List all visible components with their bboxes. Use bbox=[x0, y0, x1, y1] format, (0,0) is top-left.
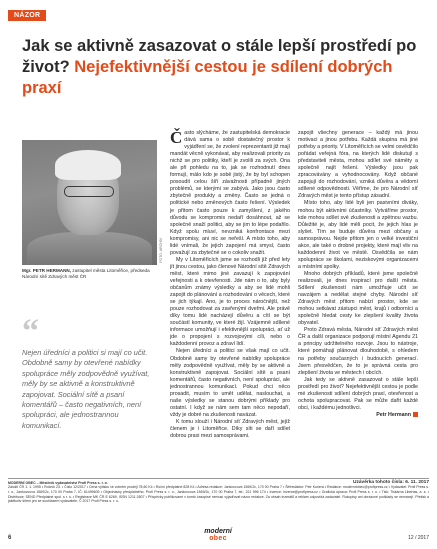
paragraph: K tomu slouží i Národní síť Zdravých měst, jejíž členem je i Litoměřice. Díky síti se daří sdílet dobrou praxi mezi samosprávami. bbox=[170, 418, 290, 440]
caption-text: zastupitel města Litoměřice, předseda Národní sítě Zdravých měst ČR bbox=[22, 268, 150, 280]
imprint bbox=[8, 478, 429, 504]
article-column-1 bbox=[170, 130, 290, 440]
headline-accent: Nejefektivnější cestou je sdílení dobrých praxí bbox=[22, 58, 393, 97]
magazine-logo bbox=[198, 528, 238, 542]
article-column-2 bbox=[298, 130, 418, 419]
page-number: 6 bbox=[8, 535, 12, 541]
paragraph-text: asto slýcháme, že zastupitelská demokracie dává sama o sobě dostatečný prostor k vyjádření se, že zvolení reprezentanti již mají mandát věcně vykonávat, aby realizovali priority za nichž se pro politiky, kteří je zvolili za svých. Ona ale při pohledu na to, jak se rozhodnutí dnes formují, málo kdo je sobě jistý, že by byl schopen posoudit celou šíři závažnosti případně jiných problémů, se kterými se zabývá. Jako jsou často zbytečně produkty a změny. Často se jedná o politické nebo změnových často řešení. Výsledek je přitom často pouze k zamyšlení, z jakého důvodu se kompromis nedaří dosáhnout, až se společně snaží politici, aby se jim to lépe podařilo. Když spolu mluví, nevzniká konfrontace mezi kompromisy, ani nic se neřeší. A místo toho, aby lidé vnímali, že jejich zapojení má smysl, často považují za zbytečné se o cokoliv snažit. bbox=[170, 130, 290, 256]
paragraph: zapojit všechny generace – každý má jinou motivaci a jinou potřebu. Každá skupina má jiné potřeby a priority. V Litoměřicích se velmi osvědčilo pořádat veřejná fóra, na kterých lidé diskutují s představiteli města, mohou sdílet své náměty a společně najít řešení. Výsledky jsou pak zpracovávány a vyhodnocovány. Když občané zapojují do rozhodování, vzniká důvěra a vědomí sdílené odpovědnosti. Věříme, že pro Národní síť Zdravých měst je tento přístup zásadní. bbox=[298, 130, 419, 200]
paragraph: My v Litoměřicích jsme se rozhodli již před lety jít jinou cestou, jako členové Národní sítě Zdravých měst, které mimo jiné zavazují k zapojování veřejnosti a k otevřenosti. Jde nám o to, aby byly občanům známy výsledky a aby se lidé mohli zapojit do plánování a rozhodování o věcech, které se jich týkají. Ano, je to proces náročnější, než pouze rozhodovat za zavřenými dveřmi. Ale právě díky tomu lidé nacházejí důvěru a cítí se být součástí komunity, ve které žijí. Vzájemně sdílené informace umožňují i efektivnější spolupráci, ať už jde o propojení s rozvojovými cíli, nebo o každodenní provoz a zdraví lidí. bbox=[170, 256, 290, 348]
pull-quote bbox=[22, 313, 158, 431]
imprint-text: Založil ČR 1. 1. 1995 • Ročník 23. • Číslo 12/2017 • Cena výtisku ve volném prodeji 78,60 Kč • Roční předplatné 828 Kč • Adresa redakce: Jankovcova 1569/2c, 170 00 Praha 7 • Šéfredaktor: Petr Kučera • Redakce: modernriobec@profipress.cz • Vydavatel: Profi Press s. r. o., Jankovcova 1569/2c, 170 00 Praha 7, IČ: 61499609 • Objednávky předplatného: Profi Press s. r. o., Jankovcova 1569/2c, 170 00 Praha 7, tel.: 221 996 174 • Inzerce: inzerce@profipress.cz • Grafická úprava: Profi Press s. r. o. • Tisk: Tiskárna Libertas, a. s. • Distribuce: SEND Předplatné spol. s r. o. • Registrace MK ČR E 6269, ISSN 1211-0507 • Příspěvky publikované v tomto časopise nemusí vyjadřovat názor redakce. Za obsah inzerátů a reklam odpovídá zadavatel. Rukopisy ani obrazové podklady se nevracejí. Přetisk a jakékoliv šíření jen se souhlasem vydavatele. © 2017 Profi Press s. r. o. bbox=[8, 485, 429, 504]
paragraph: Místo toho, aby lidé byli jen pasivními diváky, mohou být aktivními účastníky. Vytváříme prostor, kde mohou sdílet své zkušenosti a zpětnou vazbu. Důležité je, aby lidé měli pocit, že jejich hlas je slyšet. Tím se buduje důvěra mezi občany a samosprávou. Nejde přitom jen o velké investiční akce, ale také o drobné projekty, které mají vliv na každodenní život ve městě. Osvědčila se nám spolupráce se školami, neziskovými organizacemi a místními spolky. bbox=[298, 200, 418, 270]
paragraph: Mnoho dobrých příkladů, které jsme společně realizovali, je dnes inspirací pro další města. Sdílení zkušeností nám umožňuje učit se navzájem a nedělat stejné chyby. Národní síť Zdravých měst přitom nabízí prostor, kde se mohou setkávat zástupci měst, krajů i odborníci a společně hledat cesty ke zlepšení kvality života obyvatel. bbox=[298, 270, 418, 327]
paragraph: Proto Zdravá města, Národní síť Zdravých měst ČR a další organizace podporují místní Agendu 21 a principy udržitelného rozvoje. Jsou to nástroje, které pomáhají plánovat dlouhodobě, s ohledem na potřeby současných i budoucích generací. Jsem přesvědčen, že to je správná cesta pro zlepšení života ve městech i obcích. bbox=[298, 327, 418, 376]
photo-shirt bbox=[27, 232, 152, 265]
signoff-name: Petr Hermann bbox=[376, 411, 411, 418]
imprint-deadline: Uzávěrka tohoto čísla: 6. 11. 2017 bbox=[353, 479, 429, 485]
page-footer bbox=[0, 526, 437, 549]
caption-name: Mgr. PETR HERMANN, bbox=[22, 268, 72, 273]
photo-hair bbox=[55, 150, 121, 180]
paragraph: Nejen úředníci a politici se však mají co učit. Obdobně samy by otevřené nabídky spolupráce měly zodpovědně využívat, měly by se aktivně a konstruktivně zapojovat. Sociální sítě a psaní komentářů, často negativních, není spolupráci, ale jednostrannou komunikací. Pokud chci něco prosadit, musím to umět udělat, naslouchat, a naše výsledky se stanou dobrými příklady pro ostatní. I když se nám sem tam něco nepodaří, vždy je dobré na zkušenosti navázat. bbox=[170, 348, 290, 418]
photo-credit: FOTO: ARCHIV bbox=[159, 238, 163, 263]
imprint-title: MODERNÍ OBEC – Měsíčník vydavatelství Profi Press s. r. o. bbox=[8, 480, 108, 485]
logo-line-2: obec bbox=[209, 535, 227, 542]
drop-cap: Č bbox=[170, 128, 183, 147]
headline bbox=[22, 36, 422, 99]
author-signoff bbox=[298, 412, 418, 419]
headline-main: Jak se aktivně zasazovat o stále lepší prostředí po život? bbox=[22, 37, 417, 76]
paragraph bbox=[170, 130, 290, 257]
author-photo bbox=[22, 140, 157, 265]
end-mark-icon bbox=[413, 412, 418, 417]
photo-glasses bbox=[64, 186, 114, 197]
quote-mark-icon: “ bbox=[22, 313, 39, 350]
paragraph: Jak tedy se aktivně zasazovat o stále lepší prostředí pro život? Nejefektivnější cestou je podle mé zkušenosti sdílení dobrých praxí, otevřenost a ochota spolupracovat. Pak se může dařit každé obci, i každému jednotlivci. bbox=[298, 376, 418, 411]
pull-quote-text: Nejen úředníci a politici si mají co učit. Obdobně samy by otevřené nabídky spolupráce měly zodpovědně využívat, měly by se aktivně a konstruktivně zapojovat. Sociální sítě a psaní komentářů – často negativních, není spolupráci, ale jednostrannou komunikací. bbox=[22, 348, 150, 430]
photo-caption bbox=[22, 268, 157, 280]
issue-number: 12 / 2017 bbox=[408, 535, 429, 541]
logo-line-1: moderní bbox=[204, 528, 232, 535]
section-tag: NÁZOR bbox=[8, 10, 46, 21]
